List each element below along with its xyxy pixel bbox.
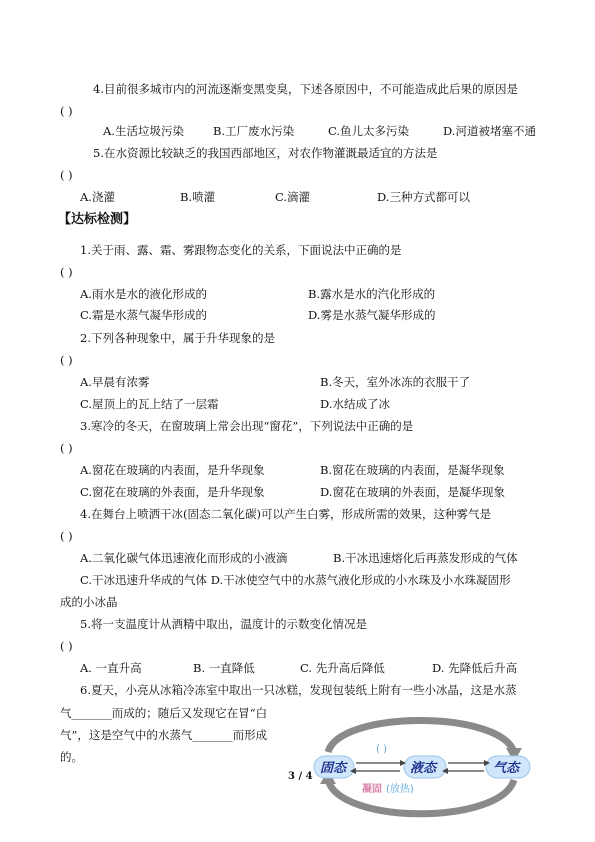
text-line: B.干冰迅速熔化后再蒸发形成的气体 (333, 551, 518, 565)
text-line: C.窗花在玻璃的外表面，是升华现象 (80, 485, 265, 499)
text-line: ( ) (60, 104, 73, 118)
text-line: 5.将一支温度计从酒精中取出，温度计的示数变化情况是 (80, 617, 367, 631)
text-line: 6.夏天，小亮从冰箱冷冻室中取出一只冰糕，发现包装纸上附有一些小冰晶，这是水蒸 (80, 683, 517, 697)
text-line: A.二氧化碳气体迅速液化而形成的小液滴 (80, 551, 288, 565)
text-line: 气”，这是空气中的水蒸气_______而形成 (60, 728, 268, 742)
gas-label: 气态 (493, 761, 520, 776)
text-line: D.河道被堵塞不通 (443, 124, 536, 138)
text-line: 3.寒冷的冬天，在窗玻璃上常会出现“窗花”，下列说法中正确的是 (80, 419, 414, 433)
text-line: ( ) (60, 353, 73, 367)
text-line: A.雨水是水的液化形成的 (80, 287, 207, 301)
page-number: 3 / 4 (288, 771, 313, 782)
text-line: 2.下列各种现象中，属于升华现象的是 (80, 331, 275, 345)
text-line: ( ) (60, 441, 73, 455)
top-loop-arrow (328, 721, 514, 753)
text-line: D.窗花在玻璃的外表面，是凝华现象 (320, 485, 505, 499)
text-line: ( ) (60, 529, 73, 543)
text-line: ( ) (60, 168, 73, 182)
bottom-loop-arrow (328, 780, 514, 814)
text-line: A.窗花在玻璃的内表面，是升华现象 (80, 463, 265, 477)
text-line: B.工厂废水污染 (213, 124, 295, 138)
text-line: B.喷灌 (180, 190, 216, 204)
text-line: C.鱼儿太多污染 (328, 124, 410, 138)
section-heading: 【达标检测】 (58, 212, 137, 227)
text-line: 成的小冰晶 (60, 595, 118, 609)
text-line: 4.目前很多城市内的河流逐渐变黑变臭，下述各原因中，不可能造成此后果的原因是 (93, 82, 518, 96)
bottom-annotation-label: 凝固 (362, 784, 382, 795)
text-line: D.三种方式都可以 (377, 190, 470, 204)
text-line: D. 先降低后升高 (432, 661, 518, 675)
text-line: C.屋顶上的瓦上结了一层霜 (80, 397, 219, 411)
text-line: A.生活垃圾污染 (103, 124, 184, 138)
text-line: D.水结成了冰 (320, 397, 390, 411)
text-line: B.窗花在玻璃的内表面，是凝华现象 (320, 463, 505, 477)
text-line: ( ) (60, 639, 73, 653)
text-line: B. 一直降低 (193, 661, 255, 675)
text-line: 气_______而成的；随后又发现它在冒“白 (60, 706, 268, 720)
text-line: A.浇灌 (80, 190, 115, 204)
liquid-label: 液态 (410, 761, 437, 776)
text-line: 1.关于雨、露、霜、雾跟物态变化的关系，下面说法中正确的是 (80, 243, 402, 257)
text-line: B.冬天，室外冰冻的衣服干了 (320, 375, 471, 389)
text-line: C.干冰迅速升华成的气体 D.干冰使空气中的水蒸气液化形成的小水珠及小水珠凝固形 (80, 573, 511, 587)
solid-label: 固态 (320, 761, 347, 776)
state-change-diagram (300, 700, 540, 830)
text-line: 5.在水资源比较缺乏的我国西部地区，对农作物灌溉最适宜的方法是 (93, 146, 438, 160)
text-line: B.露水是水的汽化形成的 (308, 287, 436, 301)
text-line: C.霜是水蒸气凝华形成的 (80, 308, 208, 322)
text-line: D.雾是水蒸气凝华形成的 (308, 308, 436, 322)
text-line: C. 先升高后降低 (300, 661, 385, 675)
text-line: A.早晨有浓雾 (80, 375, 150, 389)
text-line: ( ) (60, 265, 73, 279)
text-line: A. 一直升高 (80, 661, 142, 675)
top-annotation: ( ) (376, 744, 387, 755)
text-line: 4.在舞台上喷洒干冰(固态二氧化碳)可以产生白雾，形成所需的效果，这种雾气是 (80, 507, 491, 521)
text-line: 的。 (60, 750, 83, 764)
bottom-annotation-paren: (放热) (386, 784, 414, 795)
text-line: C.滴灌 (275, 190, 311, 204)
